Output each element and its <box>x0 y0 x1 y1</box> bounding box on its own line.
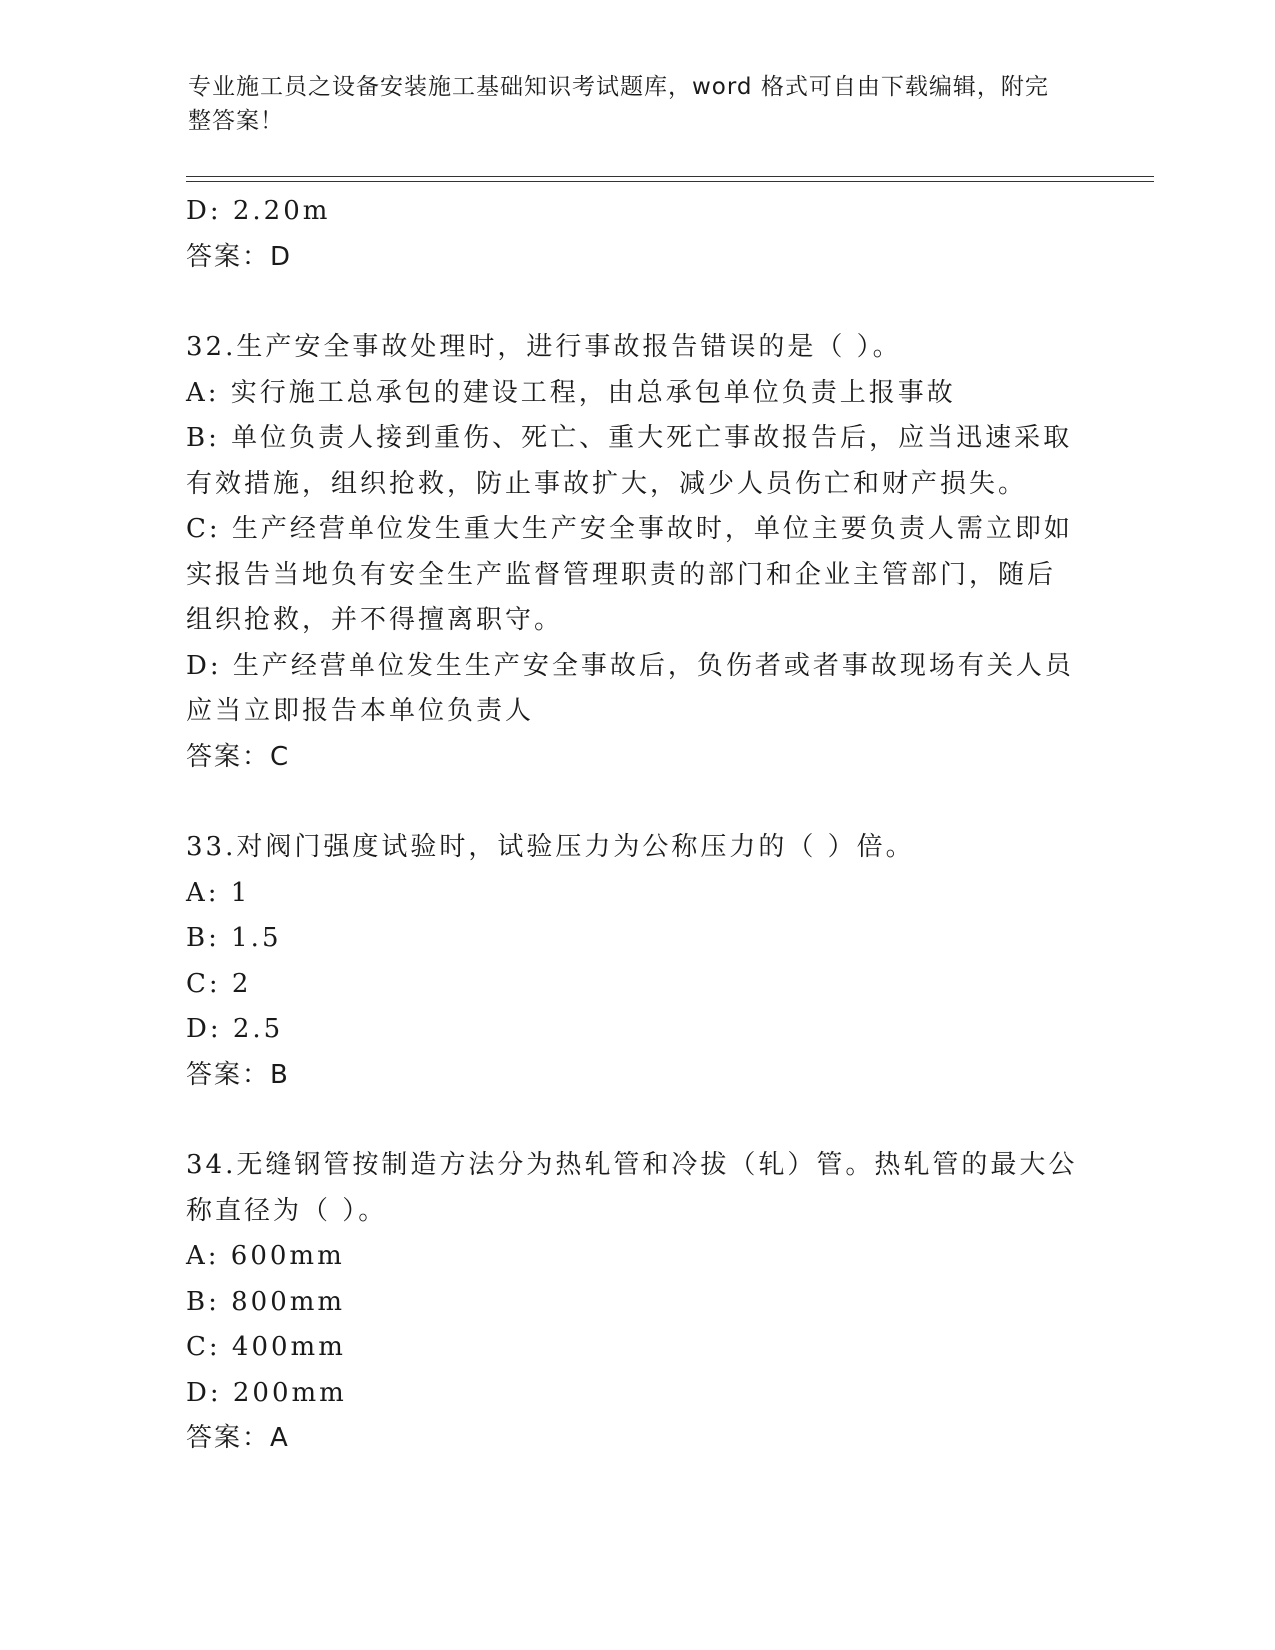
option-d-line-1: D: 生产经营单位发生生产安全事故后，负伤者或者事故现场有关人员 <box>186 650 1074 681</box>
option-c-line-2: 实报告当地负有安全生产监督管理职责的部门和企业主管部门，随后 <box>186 559 1057 590</box>
option-d: D: 200mm <box>186 1377 347 1408</box>
option-b-line-2: 有效措施，组织抢救，防止事故扩大，减少人员伤亡和财产损失。 <box>186 468 1028 499</box>
header-divider-bottom <box>186 181 1154 182</box>
prev-question-tail <box>186 189 1086 280</box>
question-stem: 32.生产安全事故处理时，进行事故报告错误的是（ ）。 <box>186 332 902 362</box>
option-c-line-1: C: 生产经营单位发生重大生产安全事故时，单位主要负责人需立即如 <box>186 514 1073 544</box>
header-divider-top <box>186 176 1154 177</box>
option-b: B: 800mm <box>186 1286 346 1317</box>
option-d: D: 2.5 <box>186 1014 284 1044</box>
option-a: A: 实行施工总承包的建设工程，由总承包单位负责上报事故 <box>186 377 956 408</box>
answer-line: 答案：C <box>186 741 291 772</box>
option-a: A: 1 <box>186 877 251 908</box>
question-32 <box>186 325 1086 780</box>
question-stem-line-2: 称直径为（ ）。 <box>186 1195 388 1226</box>
answer-line: 答案：A <box>186 1423 290 1453</box>
option-b: B: 1.5 <box>186 923 282 953</box>
answer-line: 答案：B <box>186 1059 290 1090</box>
question-33 <box>186 825 1086 1098</box>
answer-line: 答案：D <box>186 241 293 272</box>
option-d: D: 2.20m <box>186 196 331 226</box>
option-c: C: 400mm <box>186 1332 346 1362</box>
header-title-line-1: 专业施工员之设备安装施工基础知识考试题库，word 格式可自由下载编辑，附完 <box>188 74 1049 100</box>
question-stem: 33.对阀门强度试验时，试验压力为公称压力的（ ）倍。 <box>186 832 915 862</box>
option-a: A: 600mm <box>186 1241 345 1271</box>
header-title-line-2: 整答案！ <box>188 108 284 134</box>
question-stem-line-1: 34.无缝钢管按制造方法分为热轧管和冷拔（轧）管。热轧管的最大公 <box>186 1150 1078 1180</box>
question-list <box>186 189 1086 1462</box>
option-b-line-1: B: 单位负责人接到重伤、死亡、重大死亡事故报告后，应当迅速采取 <box>186 423 1073 453</box>
option-d-line-2: 应当立即报告本单位负责人 <box>186 696 535 726</box>
option-c: C: 2 <box>186 968 252 999</box>
option-c-line-3: 组织抢救，并不得擅离职守。 <box>186 605 564 635</box>
question-34 <box>186 1143 1086 1462</box>
document-header <box>188 70 1068 138</box>
